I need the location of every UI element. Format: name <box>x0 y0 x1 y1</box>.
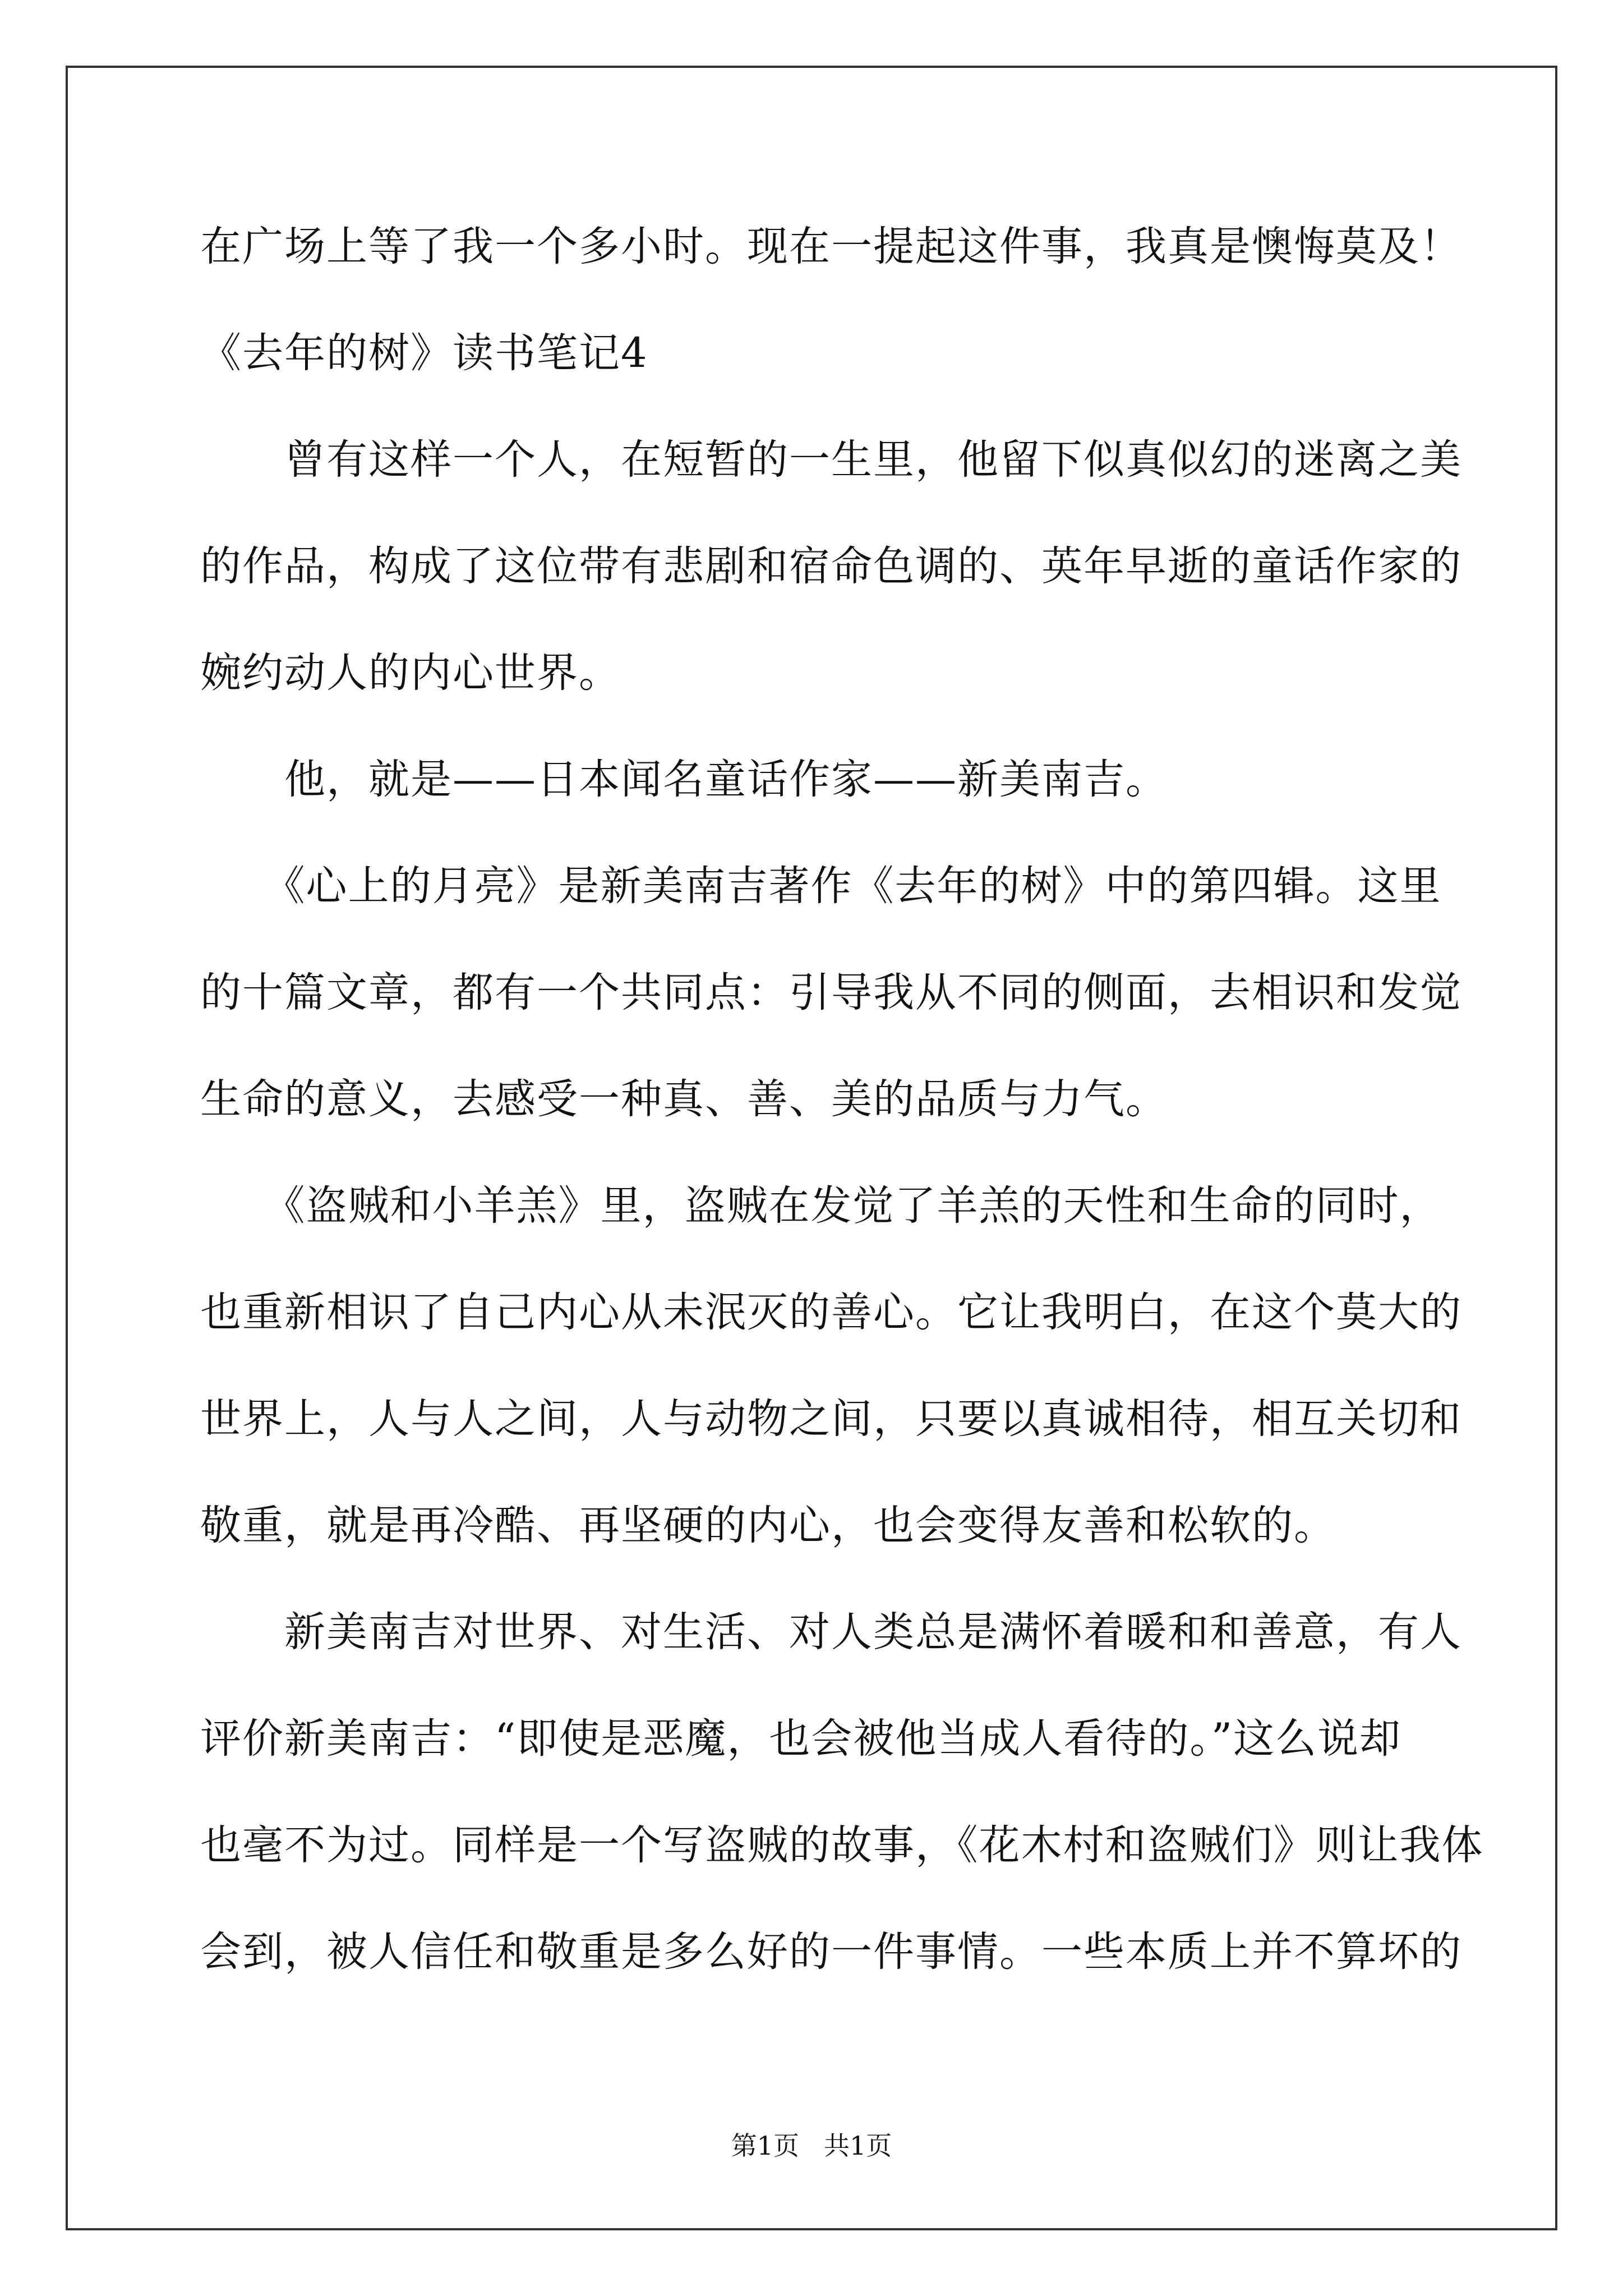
text-line: 也毫不为过。同样是一个写盗贼的故事，《花木村和盗贼们》则让我体 <box>200 1821 1484 1869</box>
section-heading: 《去年的树》读书笔记4 <box>200 329 648 377</box>
page-footer <box>0 2129 1623 2162</box>
text-line: 新美南吉对世界、对生活、对人类总是满怀着暖和和善意，有人 <box>200 1608 1462 1656</box>
page-total: 共1页 <box>824 2131 892 2161</box>
text-line: 《心上的月亮》是新美南吉著作《去年的树》中的第四辑。这里 <box>200 862 1442 910</box>
text-line: 在广场上等了我一个多小时。现在一提起这件事，我真是懊悔莫及！ <box>200 223 1462 270</box>
text-line: 婉约动人的内心世界。 <box>200 649 621 697</box>
page-number: 第1页 <box>731 2131 799 2161</box>
text-line: 生命的意义，去感受一种真、善、美的品质与力气。 <box>200 1075 1168 1123</box>
text-line: 曾有这样一个人，在短暂的一生里，他留下似真似幻的迷离之美 <box>200 436 1462 484</box>
text-line: 敬重，就是再冷酷、再坚硬的内心，也会变得友善和松软的。 <box>200 1502 1336 1549</box>
text-line: 会到，被人信任和敬重是多么好的一件事情。一些本质上并不算坏的 <box>200 1928 1462 1976</box>
text-line: 也重新相识了自己内心从未泯灭的善心。它让我明白，在这个莫大的 <box>200 1289 1462 1336</box>
text-line: 的十篇文章，都有一个共同点：引导我从不同的侧面，去相识和发觉 <box>200 969 1462 1016</box>
text-line: 评价新美南吉：“即使是恶魔，也会被他当成人看待的。”这么说却 <box>200 1715 1402 1763</box>
text-line: 《盗贼和小羊羔》里，盗贼在发觉了羊羔的天性和生命的同时， <box>200 1182 1442 1230</box>
page-border <box>66 66 1557 2230</box>
text-line: 的作品，构成了这位带有悲剧和宿命色调的、英年早逝的童话作家的 <box>200 542 1462 590</box>
text-line: 他，就是——日本闻名童话作家——新美南吉。 <box>200 756 1168 803</box>
text-line: 世界上，人与人之间，人与动物之间，只要以真诚相待，相互关切和 <box>200 1395 1462 1443</box>
